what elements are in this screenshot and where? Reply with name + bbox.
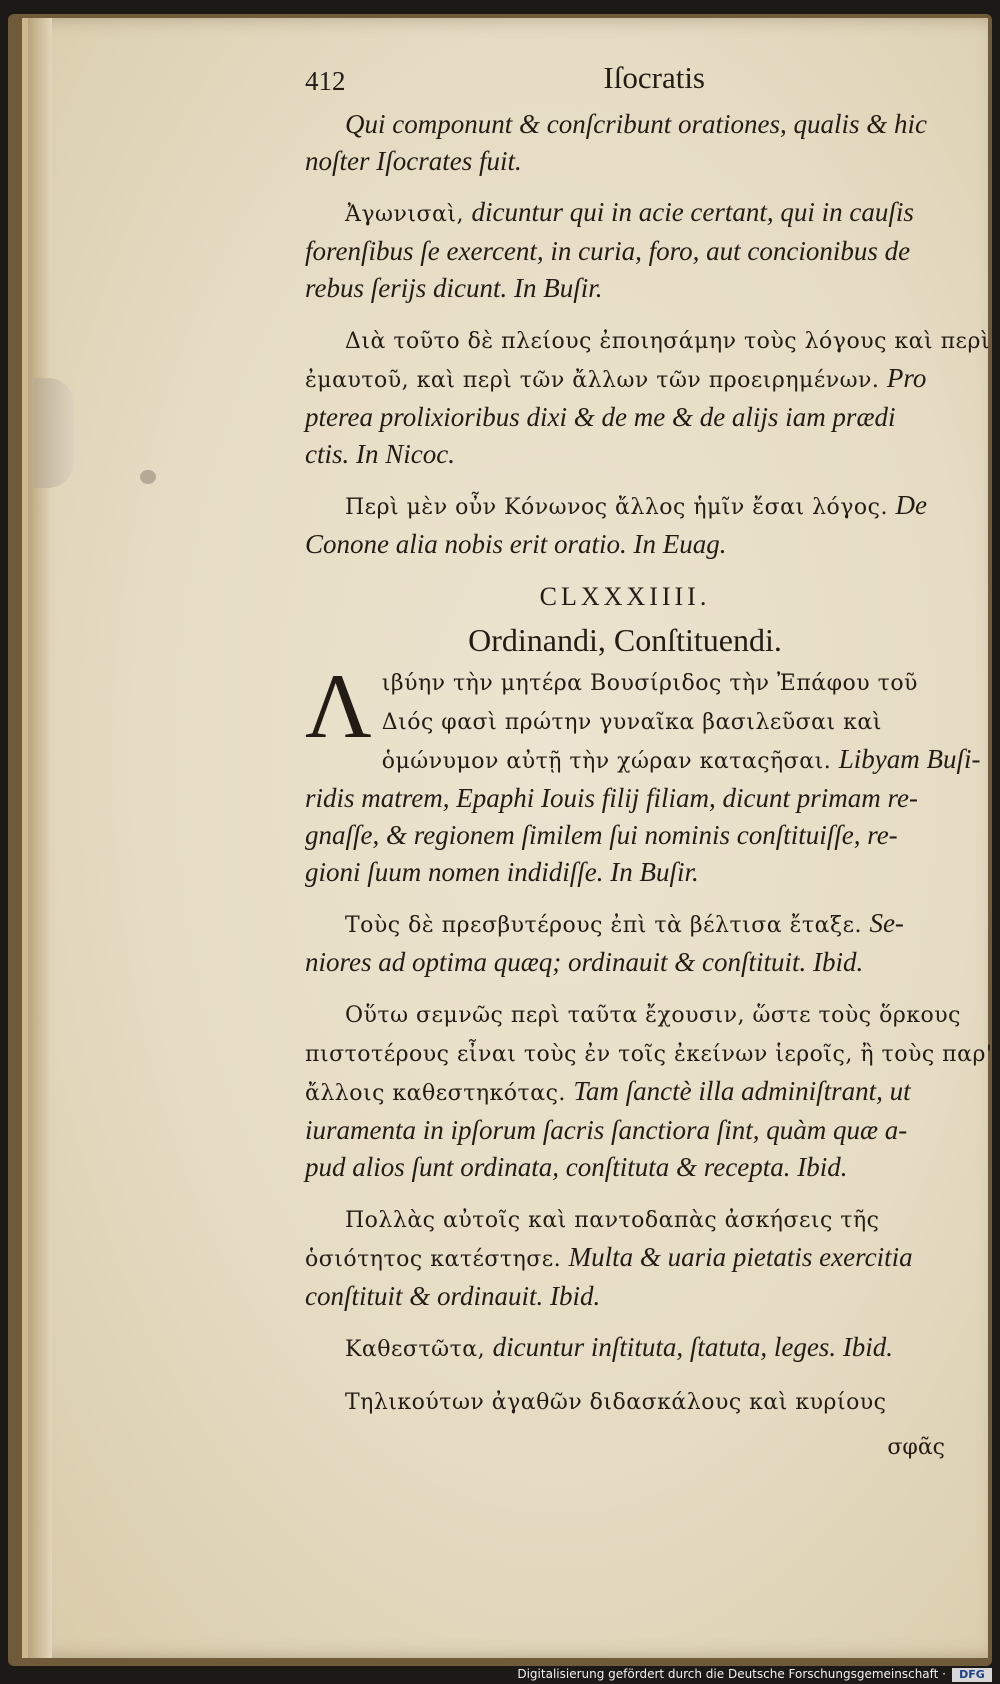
text-line: [305, 106, 945, 143]
paper-stain: [140, 470, 156, 484]
text-line: [305, 780, 945, 817]
greek-text: ἐμαυτοῦ, καὶ περὶ τῶν ἄλλων τῶν προειρημένων.: [305, 368, 887, 393]
text-line: [305, 1149, 945, 1186]
text-entry: [305, 1200, 945, 1315]
text-line: [305, 944, 945, 981]
text-entry: [305, 1382, 945, 1421]
page-text: [305, 60, 993, 1460]
text-line: [305, 1278, 945, 1315]
greek-text: Πολλὰς αὐτοῖς καὶ παντοδαπὰς ἀσκήσεις τῆς: [345, 1208, 880, 1233]
latin-text: iuramenta in ipſorum ſacris ſanctiora ſint, quàm quæ a-: [305, 1115, 908, 1145]
text-line: [305, 702, 945, 741]
text-line: [305, 1073, 945, 1112]
latin-text: dicuntur qui in acie certant, qui in cauſis: [471, 197, 914, 227]
entries-before-section: [305, 106, 991, 563]
latin-text: Qui componunt & conſcribunt orationes, qualis & hic: [345, 109, 927, 139]
text-line: [305, 1329, 945, 1368]
latin-text: ctis. In Nicoc.: [305, 439, 455, 469]
text-line: [305, 905, 945, 944]
catchword: σφᾶς: [887, 1435, 945, 1460]
text-line: [305, 995, 961, 1034]
latin-text: gnaſſe, & regionem ſimilem ſui nominis conſtituiſſe, re-: [305, 820, 898, 850]
page-number: 412: [305, 66, 346, 96]
latin-text: Tam ſanctè illa adminiſtrant, ut: [573, 1076, 911, 1106]
greek-text: ιβύην τὴν μητέρα Βουσίριδος τὴν Ἐπάφου τοῦ: [381, 671, 918, 696]
latin-text: Conone alia nobis erit oratio. In Euag.: [305, 529, 727, 559]
dfg-logo: DFG: [952, 1668, 992, 1682]
funding-credit: Digitalisierung gefördert durch die Deutsche Forschungsgemeinschaft ·: [517, 1667, 946, 1681]
greek-text: ὁμώνυμον αὐτῇ τὴν χώραν καταςῆσαι.: [381, 749, 839, 774]
section-number: CLXXXIIII.: [539, 582, 711, 611]
text-line: [305, 399, 945, 436]
text-entry: [305, 905, 945, 981]
greek-text: Ἀγωνισαὶ,: [345, 202, 472, 227]
text-line: [305, 436, 945, 473]
latin-text: ridis matrem, Epaphi Iouis filij filiam, dicunt primam re-: [305, 783, 918, 813]
text-line: [305, 233, 945, 270]
greek-text: πιστοτέρους εἶναι τοὺς ἐν τοῖς ἐκείνων ἱεροῖς, ἢ τοὺς παρ': [305, 1042, 993, 1067]
text-line: [305, 1239, 945, 1278]
latin-text: conſtituit & ordinauit. Ibid.: [305, 1281, 601, 1311]
text-line: [305, 321, 991, 360]
greek-text: Τοὺς δὲ πρεσβυτέρους ἐπὶ τὰ βέλτισα ἔταξε.: [345, 913, 870, 938]
greek-text: Διὰ τοῦτο δὲ πλείους ἐποιησάμην τοὺς λόγους καὶ περὶ: [345, 329, 991, 354]
text-entry: [305, 487, 945, 563]
greek-text: Τηλικούτων ἀγαθῶν διδασκάλους καὶ κυρίους: [345, 1390, 887, 1415]
latin-text: niores ad optima quæq; ordinauit & conſtituit. Ibid.: [305, 947, 864, 977]
greek-text: Καθεστῶτα,: [345, 1337, 493, 1362]
latin-text: forenſibus ſe exercent, in curia, foro, aut concionibus de: [305, 236, 911, 266]
text-line: [305, 854, 945, 891]
text-entry: [305, 106, 945, 180]
text-entry: [305, 194, 945, 307]
text-line: [305, 270, 945, 307]
latin-text: Se-: [869, 908, 904, 938]
running-head: [305, 60, 945, 106]
text-entry: [305, 655, 981, 891]
drop-capital: Λ: [305, 655, 372, 757]
text-line: [305, 1034, 993, 1073]
latin-text: Pro: [886, 363, 927, 393]
greek-text: Οὕτω σεμνῶς περὶ ταῦτα ἔχουσιν, ὥστε τοὺς ὅρκους: [345, 1003, 961, 1028]
greek-text: Διός φασὶ πρώτην γυναῖκα βασιλεῦσαι καὶ: [381, 710, 882, 735]
latin-text: Libyam Buſi-: [838, 744, 981, 774]
latin-text: pud alios ſunt ordinata, conſtituta & recepta. Ibid.: [305, 1152, 848, 1182]
section-title: Ordinandi, Conſtituendi.: [468, 622, 782, 658]
text-line: [305, 741, 981, 780]
running-title: Iſocratis: [603, 60, 705, 95]
text-line: [305, 360, 945, 399]
text-line: [305, 487, 945, 526]
latin-text: De: [895, 490, 927, 520]
text-line: [305, 663, 945, 702]
greek-text: Περὶ μὲν οὖν Κόνωνος ἄλλος ἡμῖν ἔσαι λόγος.: [345, 495, 896, 520]
page-gutter: [28, 18, 52, 1658]
digitization-footer: [0, 1666, 1000, 1684]
text-line: [305, 194, 945, 233]
latin-text: gioni ſuum nomen indidiſſe. In Buſir.: [305, 857, 699, 887]
latin-text: rebus ſerijs dicunt. In Buſir.: [305, 273, 603, 303]
text-line: [305, 1382, 945, 1421]
text-entry: [305, 995, 993, 1186]
latin-text: Multa & uaria pietatis exercitia: [568, 1242, 913, 1272]
entries-in-section: [305, 655, 993, 1421]
greek-text: ὁσιότητος κατέστησε.: [305, 1247, 569, 1272]
text-entry: [305, 321, 991, 473]
text-line: [305, 817, 945, 854]
bookmark-ribbon: [34, 378, 74, 488]
text-line: [305, 526, 945, 563]
text-line: [305, 1200, 945, 1239]
text-line: [305, 143, 945, 180]
latin-text: noſter Iſocrates fuit.: [305, 146, 522, 176]
text-entry: [305, 1329, 945, 1368]
latin-text: dicuntur inſtituta, ſtatuta, leges. Ibid.: [492, 1332, 894, 1362]
text-line: [305, 1112, 945, 1149]
latin-text: pterea prolixioribus dixi & de me & de alijs iam prædi: [305, 402, 896, 432]
greek-text: ἄλλοις καθεστηκότας.: [305, 1081, 574, 1106]
